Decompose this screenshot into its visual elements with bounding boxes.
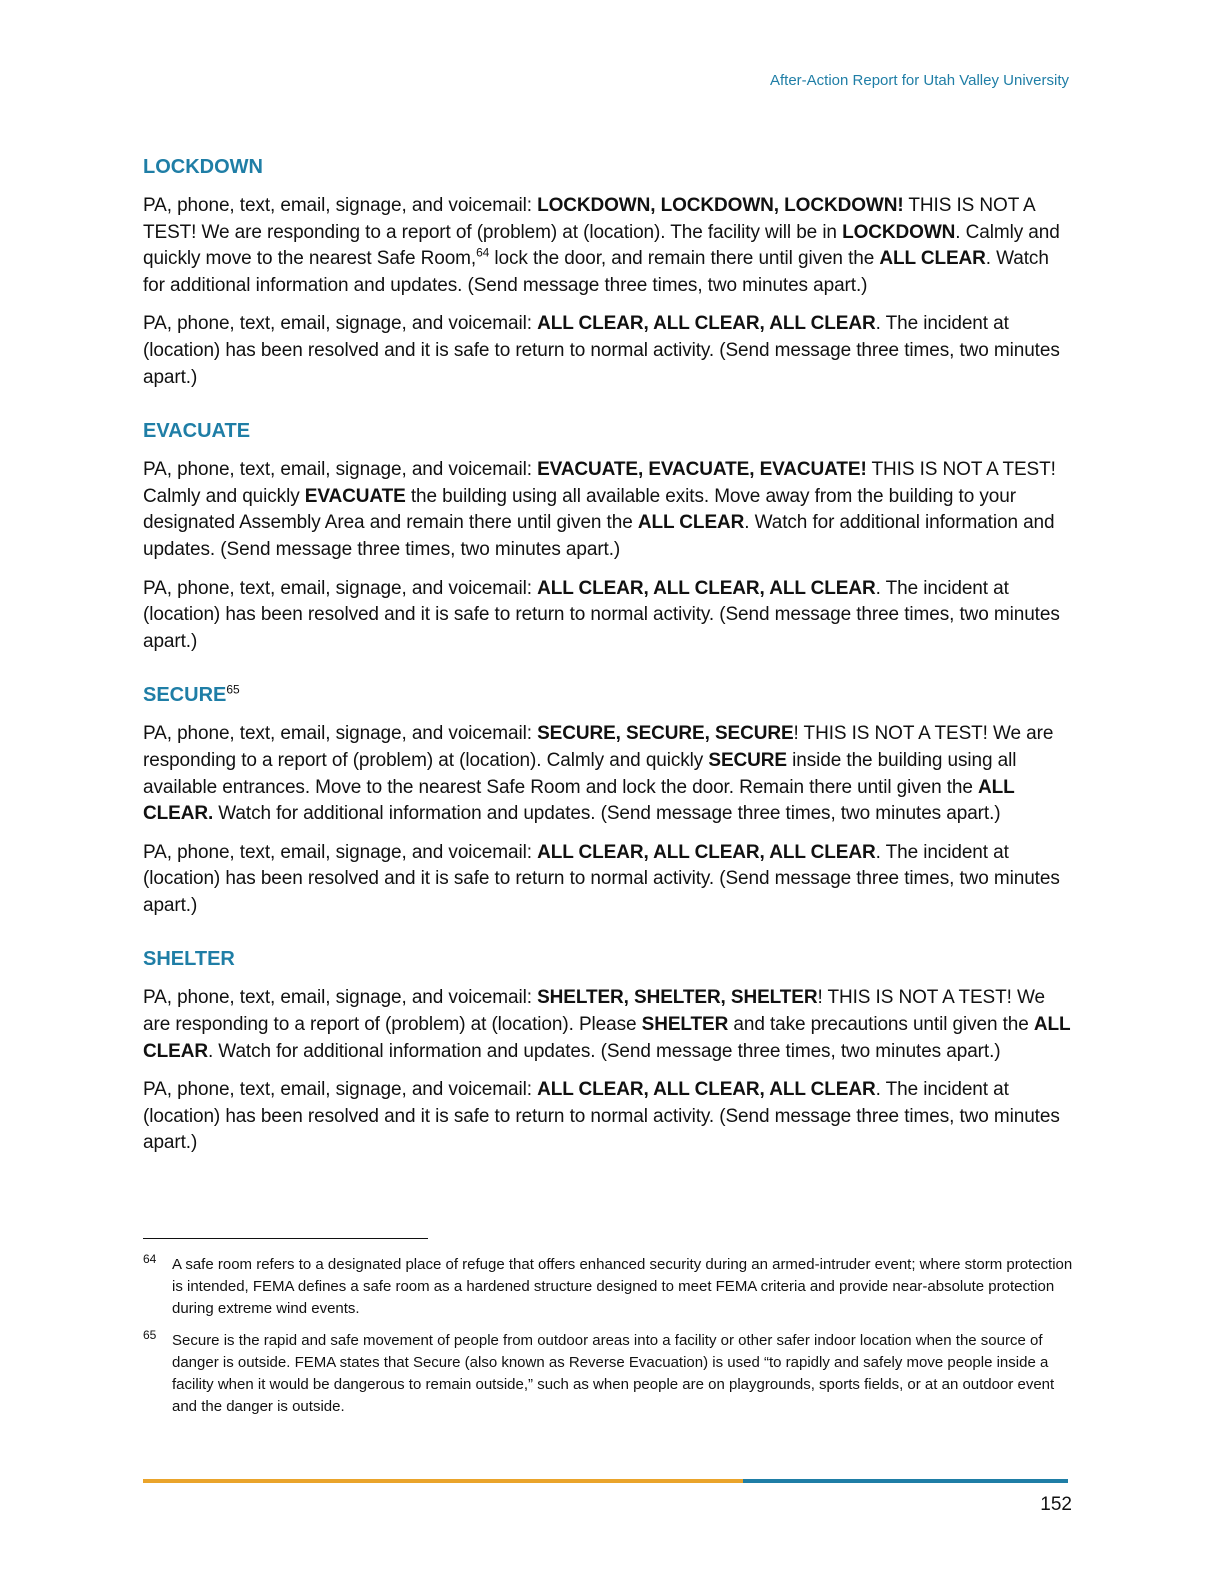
body-paragraph bbox=[143, 457, 1073, 563]
bold-text: SECURE, SECURE, SECURE bbox=[537, 723, 794, 745]
bold-text: LOCKDOWN, LOCKDOWN, LOCKDOWN! bbox=[537, 195, 904, 216]
text-run: ! THIS IS NOT A TEST! We are responding to a report of (problem) at (location). Please bbox=[143, 987, 1045, 1036]
body-paragraph bbox=[143, 840, 1073, 920]
footnote-reference[interactable]: 65 bbox=[226, 682, 240, 697]
footer-bar-blue bbox=[743, 1479, 1068, 1483]
section-heading-text: SECURE bbox=[143, 684, 227, 707]
text-run: . Watch for additional information and updates. (Send message three times, two minutes apart.) bbox=[143, 248, 1049, 296]
footnote-number: 65 bbox=[143, 1328, 157, 1342]
bold-text: ALL CLEAR bbox=[637, 512, 745, 534]
footer-accent-bar bbox=[143, 1479, 1068, 1483]
footnote-number: 64 bbox=[143, 1252, 157, 1266]
text-run: THIS IS NOT A TEST! Calmly and quickly bbox=[143, 459, 1056, 507]
bold-text: SHELTER, SHELTER, SHELTER bbox=[537, 987, 818, 1009]
footnote-divider bbox=[143, 1238, 428, 1239]
text-run: PA, phone, text, email, signage, and voicemail: bbox=[143, 195, 538, 216]
text-run: inside the building using all available entrances. Move to the nearest Safe Room and lock the door. Remain there until given the bbox=[143, 749, 1017, 798]
running-header: After-Action Report for Utah Valley University bbox=[770, 72, 1069, 89]
section-heading bbox=[143, 153, 1073, 181]
bold-text: LOCKDOWN bbox=[842, 221, 956, 243]
text-run: PA, phone, text, email, signage, and voicemail: bbox=[143, 841, 538, 863]
bold-text: EVACUATE bbox=[304, 485, 406, 507]
text-run: . Watch for additional information and updates. (Send message three times, two minutes apart.) bbox=[207, 1040, 1001, 1062]
bold-text: ALL CLEAR, ALL CLEAR, ALL CLEAR bbox=[537, 313, 876, 335]
text-run: . The incident at (location) has been resolved and it is safe to return to normal activity. (Send message three times, two minutes apart.) bbox=[143, 313, 1060, 388]
text-run: PA, phone, text, email, signage, and voicemail: bbox=[143, 1079, 538, 1101]
body-paragraph bbox=[143, 311, 1073, 391]
bold-text: EVACUATE, EVACUATE, EVACUATE! bbox=[537, 459, 867, 481]
text-run: . Watch for additional information and updates. (Send message three times, two minutes apart.) bbox=[143, 512, 1055, 560]
text-run: THIS IS NOT A TEST! We are responding to a report of (problem) at (location). The facility will be in bbox=[143, 195, 1035, 243]
footnotes bbox=[143, 1254, 1073, 1428]
footnote bbox=[143, 1330, 1073, 1418]
section-heading-text: LOCKDOWN bbox=[143, 156, 263, 178]
body-paragraph bbox=[143, 721, 1073, 827]
text-run: . The incident at (location) has been resolved and it is safe to return to normal activity. (Send message three times, two minutes apart.) bbox=[143, 1079, 1060, 1154]
footnote-reference[interactable]: 64 bbox=[476, 245, 490, 260]
footnote bbox=[143, 1254, 1073, 1320]
text-run: the building using all available exits. Move away from the building to your designated Assembly Area and remain there until given the bbox=[143, 485, 1016, 534]
bold-text: ALL CLEAR. bbox=[143, 776, 1015, 825]
section-heading bbox=[143, 681, 1073, 709]
bold-text: ALL CLEAR, ALL CLEAR, ALL CLEAR bbox=[537, 577, 876, 599]
text-run: PA, phone, text, email, signage, and voicemail: bbox=[143, 577, 538, 599]
section-heading-text: EVACUATE bbox=[143, 420, 251, 443]
bold-text: ALL CLEAR bbox=[879, 248, 986, 270]
section-heading-text: SHELTER bbox=[143, 948, 235, 971]
footer-bar-orange bbox=[143, 1479, 743, 1483]
section-heading bbox=[143, 417, 1073, 445]
footnote-text: A safe room refers to a designated place of refuge that offers enhanced security during an armed-intruder event; where storm protection is intended, FEMA defines a safe room as a hardened structure designed to meet FEMA criteria and provide near-absolute protection during extreme wind events. bbox=[172, 1256, 1073, 1317]
text-run: . The incident at (location) has been resolved and it is safe to return to normal activity. (Send message three times, two minutes apart.) bbox=[143, 577, 1060, 652]
text-run: . Calmly and quickly move to the nearest Safe Room, bbox=[143, 221, 1060, 270]
text-run: PA, phone, text, email, signage, and voicemail: bbox=[143, 313, 538, 335]
text-run: PA, phone, text, email, signage, and voicemail: bbox=[143, 723, 538, 745]
section-heading bbox=[143, 945, 1073, 973]
body-paragraph bbox=[143, 576, 1073, 656]
footnote-text: Secure is the rapid and safe movement of people from outdoor areas into a facility or other safer indoor location when the source of danger is outside. FEMA states that Secure (also known as Reverse Evacuation) is used “to rapidly and safely move people inside a facility when it would be dangerous to remain outside,” such as when people are on playgrounds, sports fields, or at an outdoor event and the danger is outside. bbox=[172, 1332, 1055, 1415]
text-run: lock the door, and remain there until given the bbox=[489, 248, 880, 270]
text-run: PA, phone, text, email, signage, and voicemail: bbox=[143, 987, 538, 1009]
bold-text: ALL CLEAR, ALL CLEAR, ALL CLEAR bbox=[537, 841, 876, 863]
document-body bbox=[143, 153, 1073, 1169]
bold-text: ALL CLEAR, ALL CLEAR, ALL CLEAR bbox=[537, 1079, 876, 1101]
text-run: Watch for additional information and updates. (Send message three times, two minutes apart.) bbox=[213, 803, 1001, 825]
bold-text: SHELTER bbox=[641, 1014, 729, 1036]
bold-text: SECURE bbox=[708, 749, 787, 771]
text-run: ! THIS IS NOT A TEST! We are responding to a report of (problem) at (location). Calmly and quickly bbox=[143, 723, 1054, 771]
page-number: 152 bbox=[1040, 1494, 1072, 1515]
text-run: . The incident at (location) has been resolved and it is safe to return to normal activity. (Send message three times, two minutes apart.) bbox=[143, 841, 1060, 916]
text-run: PA, phone, text, email, signage, and voicemail: bbox=[143, 459, 538, 481]
body-paragraph bbox=[143, 985, 1073, 1065]
body-paragraph bbox=[143, 1077, 1073, 1157]
body-paragraph bbox=[143, 193, 1073, 299]
bold-text: ALL CLEAR bbox=[143, 1014, 1071, 1062]
text-run: and take precautions until given the bbox=[728, 1014, 1034, 1036]
